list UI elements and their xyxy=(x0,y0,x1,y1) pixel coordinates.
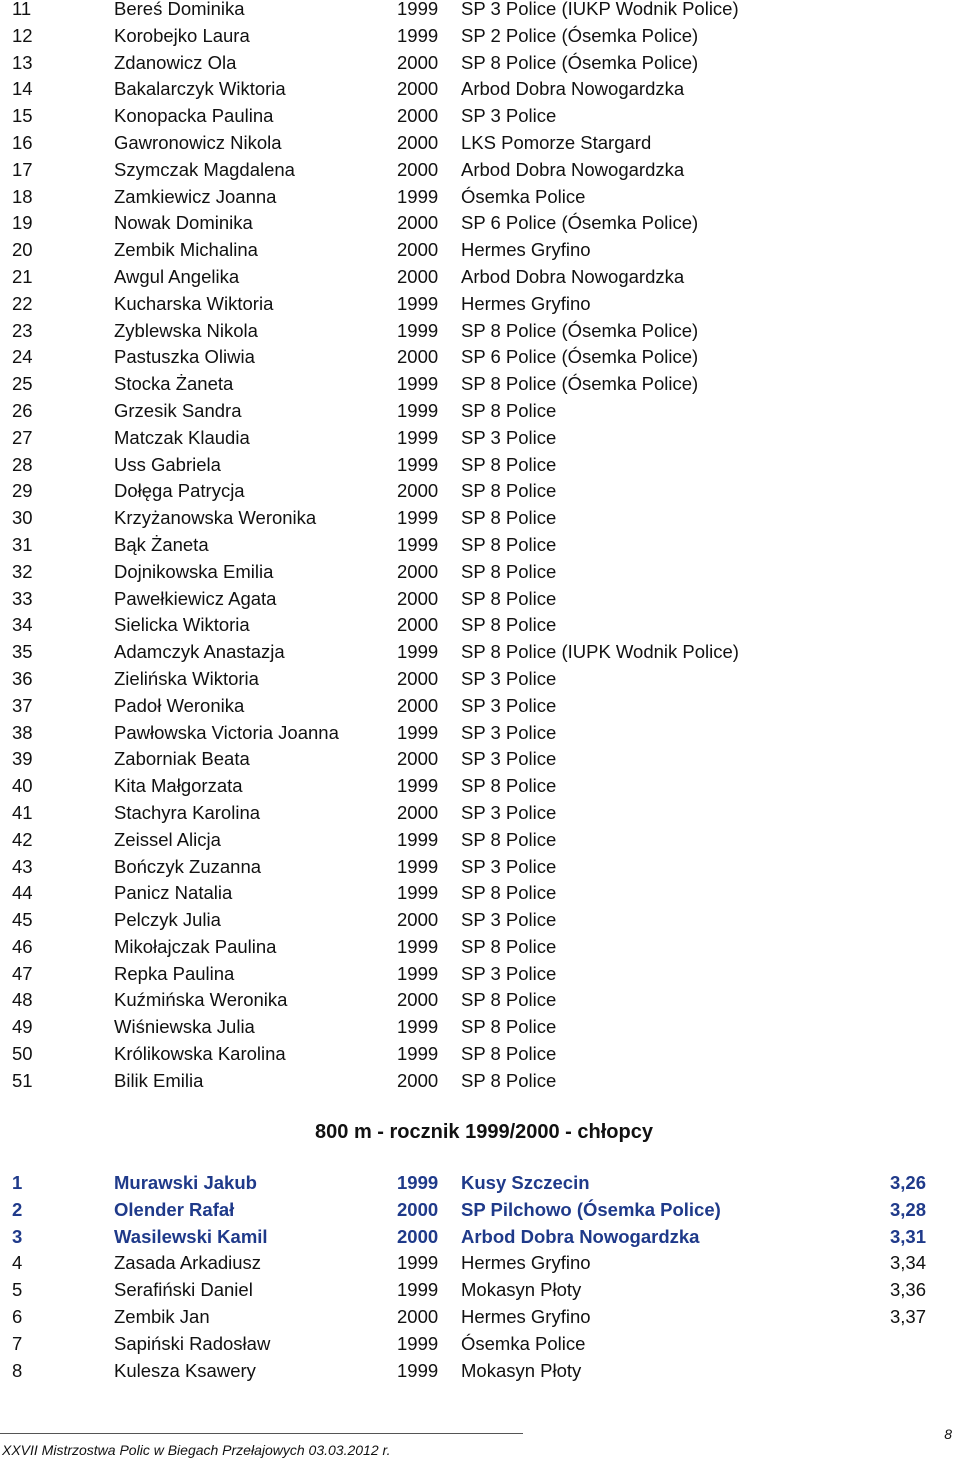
name-cell: Konopacka Paulina xyxy=(114,105,274,127)
year-cell: 2000 xyxy=(397,212,439,234)
table-row xyxy=(0,1014,960,1041)
year-cell: 1999 xyxy=(397,641,439,663)
name-cell: Murawski Jakub xyxy=(114,1172,257,1193)
place-cell: 6 xyxy=(12,1305,23,1327)
table-row xyxy=(0,452,960,479)
name-cell: Zielińska Wiktoria xyxy=(114,667,259,689)
place-cell: 34 xyxy=(12,614,33,636)
year-cell: 2000 xyxy=(397,346,439,368)
place-cell: 37 xyxy=(12,694,33,716)
place-cell: 41 xyxy=(12,801,33,823)
year-cell: 2000 xyxy=(397,748,439,770)
name-cell: Bilik Emilia xyxy=(114,1069,204,1091)
table-row xyxy=(0,532,960,559)
club-cell: Hermes Gryfino xyxy=(461,1305,591,1327)
club-cell: SP 3 Police xyxy=(461,801,557,823)
name-cell: Gawronowicz Nikola xyxy=(114,131,282,153)
year-cell: 2000 xyxy=(397,587,439,609)
table-row xyxy=(0,720,960,747)
club-cell: SP 8 Police xyxy=(461,1069,557,1091)
table-row xyxy=(0,693,960,720)
table-row xyxy=(0,961,960,988)
place-cell: 14 xyxy=(12,78,33,100)
place-cell: 15 xyxy=(12,105,33,127)
time-cell: 3,26 xyxy=(889,1172,926,1193)
club-cell: SP 8 Police xyxy=(461,587,557,609)
name-cell: Bakalarczyk Wiktoria xyxy=(114,78,286,100)
name-cell: Zeissel Alicja xyxy=(114,828,221,850)
club-cell: SP 8 Police xyxy=(461,775,557,797)
place-cell: 35 xyxy=(12,641,33,663)
place-cell: 7 xyxy=(12,1332,23,1354)
year-cell: 1999 xyxy=(397,373,439,395)
name-cell: Zasada Arkadiusz xyxy=(114,1252,262,1274)
year-cell: 1999 xyxy=(397,507,439,529)
name-cell: Królikowska Karolina xyxy=(114,1043,286,1065)
name-cell: Krzyżanowska Weronika xyxy=(114,507,317,529)
table-row xyxy=(0,478,960,505)
name-cell: Zdanowicz Ola xyxy=(114,51,237,73)
year-cell: 2000 xyxy=(397,614,439,636)
name-cell: Zamkiewicz Joanna xyxy=(114,185,277,207)
table-row xyxy=(0,184,960,211)
table-row xyxy=(0,398,960,425)
place-cell: 43 xyxy=(12,855,33,877)
time-cell: 3,28 xyxy=(889,1198,926,1220)
year-cell: 1999 xyxy=(397,1043,439,1065)
table-row xyxy=(0,50,960,77)
boys-section-title: 800 m - rocznik 1999/2000 - chłopcy xyxy=(315,1121,653,1143)
place-cell: 25 xyxy=(12,373,33,395)
table-row xyxy=(0,1277,960,1304)
time-cell: 3,36 xyxy=(889,1279,926,1301)
club-cell: SP 8 Police xyxy=(461,989,557,1011)
club-cell: SP 8 Police xyxy=(461,828,557,850)
year-cell: 1999 xyxy=(397,935,439,957)
club-cell: SP 8 Police (IUPK Wodnik Police) xyxy=(461,641,739,663)
place-cell: 27 xyxy=(12,426,33,448)
year-cell: 1999 xyxy=(397,319,439,341)
year-cell: 1999 xyxy=(397,0,439,19)
year-cell: 1999 xyxy=(397,1252,439,1274)
name-cell: Kulesza Ksawery xyxy=(114,1359,256,1381)
table-row xyxy=(0,130,960,157)
year-cell: 2000 xyxy=(397,989,439,1011)
year-cell: 1999 xyxy=(397,399,439,421)
club-cell: Arbod Dobra Nowogardzka xyxy=(461,1225,700,1247)
table-row xyxy=(0,854,960,881)
club-cell: SP 3 Police xyxy=(461,962,557,984)
year-cell: 2000 xyxy=(397,105,439,127)
place-cell: 3 xyxy=(12,1225,23,1247)
name-cell: Matczak Klaudia xyxy=(114,426,250,448)
table-row xyxy=(0,344,960,371)
place-cell: 51 xyxy=(12,1069,33,1091)
table-row xyxy=(0,237,960,264)
table-row xyxy=(0,103,960,130)
name-cell: Panicz Natalia xyxy=(114,882,233,904)
year-cell: 2000 xyxy=(397,51,439,73)
place-cell: 16 xyxy=(12,131,33,153)
year-cell: 2000 xyxy=(397,480,439,502)
club-cell: SP 8 Police (Ósemka Police) xyxy=(461,373,699,395)
table-row xyxy=(0,210,960,237)
club-cell: SP 8 Police xyxy=(461,480,557,502)
place-cell: 26 xyxy=(12,399,33,421)
name-cell: Mikołajczak Paulina xyxy=(114,935,277,957)
year-cell: 1999 xyxy=(397,1332,439,1354)
place-cell: 30 xyxy=(12,507,33,529)
club-cell: Ósemka Police xyxy=(461,185,586,207)
place-cell: 21 xyxy=(12,265,33,287)
place-cell: 18 xyxy=(12,185,33,207)
club-cell: Ósemka Police xyxy=(461,1332,586,1354)
club-cell: SP 3 Police xyxy=(461,667,557,689)
place-cell: 17 xyxy=(12,158,33,180)
name-cell: Olender Rafał xyxy=(114,1198,235,1220)
club-cell: LKS Pomorze Stargard xyxy=(461,131,652,153)
club-cell: SP 6 Police (Ósemka Police) xyxy=(461,212,699,234)
place-cell: 22 xyxy=(12,292,33,314)
table-row xyxy=(0,23,960,50)
year-cell: 1999 xyxy=(397,962,439,984)
year-cell: 1999 xyxy=(397,292,439,314)
club-cell: SP 3 Police xyxy=(461,721,557,743)
year-cell: 1999 xyxy=(397,453,439,475)
club-cell: SP 8 Police xyxy=(461,560,557,582)
place-cell: 4 xyxy=(12,1252,23,1274)
place-cell: 13 xyxy=(12,51,33,73)
year-cell: 1999 xyxy=(397,1172,439,1193)
table-row xyxy=(0,505,960,532)
name-cell: Repka Paulina xyxy=(114,962,235,984)
name-cell: Pelczyk Julia xyxy=(114,909,221,931)
club-cell: SP 8 Police xyxy=(461,533,557,555)
name-cell: Zyblewska Nikola xyxy=(114,319,258,341)
place-cell: 11 xyxy=(12,0,32,19)
year-cell: 2000 xyxy=(397,560,439,582)
club-cell: Kusy Szczecin xyxy=(461,1172,590,1193)
year-cell: 1999 xyxy=(397,1359,439,1381)
year-cell: 2000 xyxy=(397,78,439,100)
name-cell: Pawełkiewicz Agata xyxy=(114,587,277,609)
club-cell: SP 3 Police xyxy=(461,748,557,770)
name-cell: Bereś Dominika xyxy=(114,0,245,19)
name-cell: Dołęga Patrycja xyxy=(114,480,245,502)
footer-divider xyxy=(0,1433,523,1434)
club-cell: SP 6 Police (Ósemka Police) xyxy=(461,346,699,368)
table-row xyxy=(0,1331,960,1358)
name-cell: Uss Gabriela xyxy=(114,453,221,475)
place-cell: 44 xyxy=(12,882,33,904)
club-cell: Mokasyn Płoty xyxy=(461,1279,582,1301)
place-cell: 29 xyxy=(12,480,33,502)
place-cell: 24 xyxy=(12,346,33,368)
place-cell: 42 xyxy=(12,828,33,850)
name-cell: Grzesik Sandra xyxy=(114,399,242,421)
footer-text: XXVII Mistrzostwa Polic w Biegach Przełajowych 03.03.2012 r. xyxy=(2,1442,391,1458)
year-cell: 2000 xyxy=(397,239,439,261)
table-row xyxy=(0,773,960,800)
name-cell: Pastuszka Oliwia xyxy=(114,346,255,368)
club-cell: SP Pilchowo (Ósemka Police) xyxy=(461,1198,721,1220)
club-cell: Arbod Dobra Nowogardzka xyxy=(461,78,685,100)
table-row xyxy=(0,907,960,934)
club-cell: SP 8 Police (Ósemka Police) xyxy=(461,319,699,341)
year-cell: 1999 xyxy=(397,775,439,797)
place-cell: 49 xyxy=(12,1016,33,1038)
place-cell: 23 xyxy=(12,319,33,341)
place-cell: 40 xyxy=(12,775,33,797)
place-cell: 20 xyxy=(12,239,33,261)
table-row xyxy=(0,880,960,907)
club-cell: Arbod Dobra Nowogardzka xyxy=(461,265,685,287)
table-row xyxy=(0,1304,960,1331)
year-cell: 2000 xyxy=(397,131,439,153)
place-cell: 31 xyxy=(12,533,33,555)
table-row xyxy=(0,318,960,345)
year-cell: 1999 xyxy=(397,426,439,448)
name-cell: Dojnikowska Emilia xyxy=(114,560,274,582)
name-cell: Sapiński Radosław xyxy=(114,1332,271,1354)
name-cell: Bończyk Zuzanna xyxy=(114,855,262,877)
place-cell: 46 xyxy=(12,935,33,957)
name-cell: Adamczyk Anastazja xyxy=(114,641,285,663)
club-cell: SP 8 Police xyxy=(461,1016,557,1038)
year-cell: 2000 xyxy=(397,1225,439,1247)
club-cell: Hermes Gryfino xyxy=(461,239,591,261)
place-cell: 48 xyxy=(12,989,33,1011)
name-cell: Sielicka Wiktoria xyxy=(114,614,250,636)
place-cell: 38 xyxy=(12,721,33,743)
club-cell: SP 3 Police xyxy=(461,426,557,448)
place-cell: 19 xyxy=(12,212,33,234)
place-cell: 28 xyxy=(12,453,33,475)
boys-results-table xyxy=(0,1170,960,1384)
club-cell: Mokasyn Płoty xyxy=(461,1359,582,1381)
club-cell: SP 8 Police xyxy=(461,399,557,421)
name-cell: Zembik Jan xyxy=(114,1305,210,1327)
name-cell: Kucharska Wiktoria xyxy=(114,292,274,314)
club-cell: SP 8 Police xyxy=(461,507,557,529)
table-row xyxy=(0,264,960,291)
name-cell: Zembik Michalina xyxy=(114,239,258,261)
table-row xyxy=(0,0,960,23)
year-cell: 2000 xyxy=(397,694,439,716)
place-cell: 47 xyxy=(12,962,33,984)
year-cell: 1999 xyxy=(397,533,439,555)
club-cell: Hermes Gryfino xyxy=(461,292,591,314)
year-cell: 1999 xyxy=(397,828,439,850)
table-row xyxy=(0,1197,960,1224)
club-cell: Hermes Gryfino xyxy=(461,1252,591,1274)
year-cell: 2000 xyxy=(397,1069,439,1091)
club-cell: SP 3 Police xyxy=(461,694,557,716)
place-cell: 2 xyxy=(12,1198,23,1220)
place-cell: 1 xyxy=(12,1172,23,1193)
table-row xyxy=(0,827,960,854)
year-cell: 1999 xyxy=(397,1016,439,1038)
year-cell: 2000 xyxy=(397,158,439,180)
table-row xyxy=(0,291,960,318)
year-cell: 1999 xyxy=(397,24,439,46)
club-cell: SP 8 Police xyxy=(461,935,557,957)
table-row xyxy=(0,800,960,827)
year-cell: 2000 xyxy=(397,909,439,931)
table-row xyxy=(0,746,960,773)
name-cell: Korobejko Laura xyxy=(114,24,250,46)
place-cell: 39 xyxy=(12,748,33,770)
name-cell: Serafiński Daniel xyxy=(114,1279,253,1301)
year-cell: 1999 xyxy=(397,1279,439,1301)
year-cell: 1999 xyxy=(397,185,439,207)
table-row xyxy=(0,1170,960,1197)
place-cell: 33 xyxy=(12,587,33,609)
name-cell: Awgul Angelika xyxy=(114,265,240,287)
table-row xyxy=(0,559,960,586)
club-cell: SP 8 Police xyxy=(461,614,557,636)
table-row xyxy=(0,586,960,613)
name-cell: Stocka Żaneta xyxy=(114,373,234,395)
club-cell: SP 2 Police (Ósemka Police) xyxy=(461,24,699,46)
table-row xyxy=(0,987,960,1014)
year-cell: 2000 xyxy=(397,1198,439,1220)
club-cell: SP 8 Police xyxy=(461,1043,557,1065)
place-cell: 8 xyxy=(12,1359,23,1381)
time-cell: 3,34 xyxy=(889,1252,926,1274)
name-cell: Stachyra Karolina xyxy=(114,801,261,823)
place-cell: 5 xyxy=(12,1279,23,1301)
table-row xyxy=(0,371,960,398)
table-row xyxy=(0,425,960,452)
year-cell: 2000 xyxy=(397,667,439,689)
name-cell: Wasilewski Kamil xyxy=(114,1225,268,1247)
place-cell: 45 xyxy=(12,909,33,931)
table-row xyxy=(0,612,960,639)
table-row xyxy=(0,1250,960,1277)
club-cell: SP 8 Police (Ósemka Police) xyxy=(461,51,699,73)
name-cell: Bąk Żaneta xyxy=(114,533,209,555)
name-cell: Kuźmińska Weronika xyxy=(114,989,288,1011)
place-cell: 50 xyxy=(12,1043,33,1065)
place-cell: 36 xyxy=(12,667,33,689)
place-cell: 32 xyxy=(12,560,33,582)
name-cell: Pawłowska Victoria Joanna xyxy=(114,721,339,743)
page-number: 8 xyxy=(944,1426,952,1442)
year-cell: 1999 xyxy=(397,721,439,743)
year-cell: 2000 xyxy=(397,801,439,823)
name-cell: Nowak Dominika xyxy=(114,212,253,234)
club-cell: SP 8 Police xyxy=(461,882,557,904)
table-row xyxy=(0,1224,960,1251)
table-row xyxy=(0,934,960,961)
club-cell: SP 3 Police (IUKP Wodnik Police) xyxy=(461,0,739,19)
name-cell: Wiśniewska Julia xyxy=(114,1016,255,1038)
club-cell: SP 8 Police xyxy=(461,453,557,475)
club-cell: Arbod Dobra Nowogardzka xyxy=(461,158,685,180)
time-cell: 3,31 xyxy=(889,1225,926,1247)
name-cell: Szymczak Magdalena xyxy=(114,158,295,180)
name-cell: Kita Małgorzata xyxy=(114,775,243,797)
time-cell: 3,37 xyxy=(889,1305,926,1327)
table-row xyxy=(0,157,960,184)
table-row xyxy=(0,666,960,693)
year-cell: 2000 xyxy=(397,265,439,287)
name-cell: Padoł Weronika xyxy=(114,694,245,716)
table-row xyxy=(0,1041,960,1068)
club-cell: SP 3 Police xyxy=(461,105,557,127)
year-cell: 1999 xyxy=(397,855,439,877)
year-cell: 2000 xyxy=(397,1305,439,1327)
name-cell: Zaborniak Beata xyxy=(114,748,250,770)
table-row xyxy=(0,1358,960,1385)
year-cell: 1999 xyxy=(397,882,439,904)
place-cell: 12 xyxy=(12,24,33,46)
club-cell: SP 3 Police xyxy=(461,855,557,877)
table-row xyxy=(0,76,960,103)
club-cell: SP 3 Police xyxy=(461,909,557,931)
table-row xyxy=(0,639,960,666)
table-row xyxy=(0,1068,960,1095)
